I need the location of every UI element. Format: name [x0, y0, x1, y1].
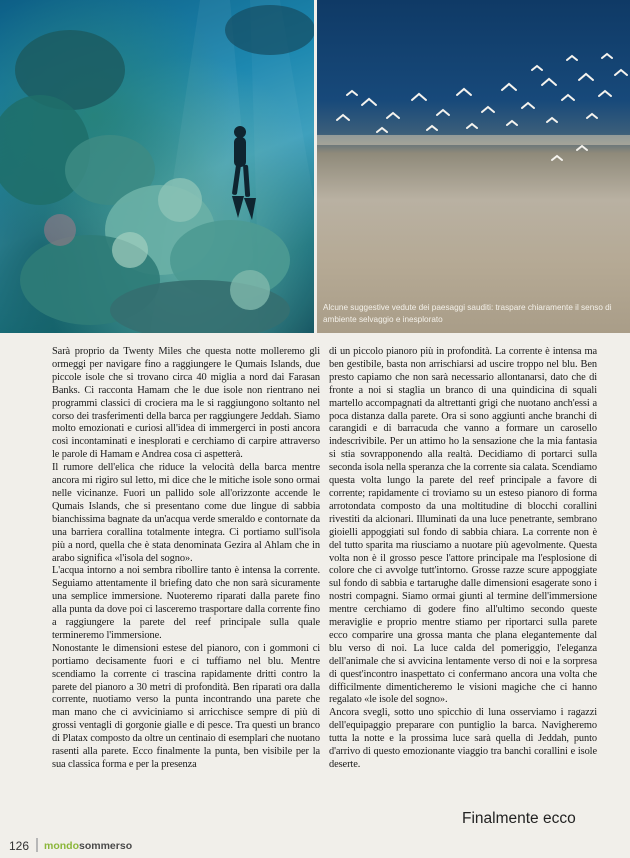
logo-part-mondo: mondo — [44, 840, 79, 852]
footer-divider — [36, 838, 38, 852]
seabirds-icon — [317, 0, 630, 333]
paragraph: Sarà proprio da Twenty Miles che questa notte molleremo gli ormeggi per navigare fino a raggiungere le Qumais Islands, due piccole isole che si trovano circa 40 miglia a nord dai Farasan Banks. Ci racconta Hamam che le due isole non rientrano nei programmi classici di crociera ma le si raggiungono soltanto nel corso dei trasferimenti della barca per raggiungere Jeddah. Siamo molto emozionati e curiosi all'idea di immergerci in posti ancora così incontaminati e inesplorati e cerchiamo di carpire attraverso le parole di Hamam e Andrea cosa ci aspetterà. — [52, 346, 320, 461]
coral-reef-diver-icon — [0, 0, 314, 333]
logo-part-sommerso: sommerso — [79, 840, 133, 852]
paragraph: Nonostante le dimensioni estese del pianoro, con i gommoni ci portiamo decisamente fuori e ci tuffiamo nel blu. Mentre scendiamo la corrente ci trascina rapidamente dritti contro la parete del pianoro a 30 metri di profondità. Ben riparati ora dalla corrente, nuotiamo verso la punta incontrando una parete che man mano che ci avviciniamo si arricchisce sempre di più di grossi ventagli di gorgonie gialle e di pesce. Tra questi un branco di Platax composto da oltre un centinaio di esemplari che nuotano rasenti alla parete. Ecco finalmente la punta, ben visibile per la sua classica forma e per la presenza — [52, 642, 320, 770]
underwater-photo — [0, 0, 314, 333]
page-number: 126 — [9, 839, 30, 853]
paragraph: di un piccolo pianoro più in profondità. La corrente è intensa ma ben gestibile, basta non arrischiarsi ad uscire troppo nel blu. Ben presto capiamo che non sarà necessario allontanarsi, dato che di fronte a noi si staglia un branco di una quindicina di squali martello accompagnati da altrettanti grigi che nuotano anch'essi a poca distanza dalla parete. Ora si sono aggiunti anche branchi di carangidi e di barracuda che vanno a formare un carosello indescrivibile. Per un attimo ho la sensazione che la mia fantasia si stia sovrapponendo alla realtà. Decidiamo di portarci sulla seconda isola nella speranza che la corrente sia calata. Scendiamo questa volta lungo la parete del reef principale a favore di corrente; rapidamente ci troviamo su un esteso pianoro di forma arrotondata composto da una moltitudine di blocchi corallini rivestiti da alcionari. Illuminati da una luce penetrante, sembrano gioielli appoggiati sul fondo di sabbia chiara. La corrente non è del tutto sparita ma riusciamo a nuotare più agevolmente. Questa volta non è il grosso pesce l'attore principale ma l'esplosione di colore che ci avvolge tutt'intorno. Grosse razze scure appoggiate sul fondo di sabbia e tartarughe dalle dimensioni esagerate sono i nostri compagni. Siamo ormai giunti al termine dell'immersione mentre cerchiamo di godere fino all'ultimo secondo queste meraviglie e proprio mentre stiamo per riportarci sulla parete ecco comparire una grossa manta che plana elegantemente dal blu verso di noi. La luce calda del pomeriggio, l'eleganza dell'animale che si avvicina lentamente verso di noi e la sorpresa di quest'incontro inaspettato ci confermano ancora una volta che difficilmente dimenticheremo le visioni magiche che ci hanno regalato «le isole del sogno». — [329, 346, 597, 706]
photo-caption: Alcune suggestive vedute dei paesaggi sauditi: traspare chiaramente il senso di ambiente selvaggio e inesplorato — [323, 303, 612, 324]
article-column-left — [52, 346, 320, 772]
section-headline: Finalmente ecco — [462, 810, 576, 827]
article-column-right — [329, 346, 597, 772]
birds-photo — [317, 0, 630, 333]
magazine-logo — [44, 840, 132, 852]
paragraph: L'acqua intorno a noi sembra ribollire tanto è intensa la corrente. Seguiamo attentamente il briefing dato che non sarà sicuramente una semplice immersione. Nuoteremo riparati dalla parete fino alla punta da dove poi ci lasceremo trasportare dalla corrente fino a raggiungere la parete del reef principale sulla quale termineremo l'immersione. — [52, 565, 320, 641]
paragraph: Il rumore dell'elica che riduce la velocità della barca mentre ancora mi rigiro sul letto, mi dice che le mitiche isole sono ormai nelle vicinanze. Fuori un pallido sole all'orizzonte accende le Qumais Islands, che si presentano come due lingue di sabbia bianchissima bagnate da un'acqua verde smeraldo e contornate da una barriera corallina totalmente integra. Ci portiamo sull'isola più a nord, quella che è stata denominata Gezira al Ahlam che in arabo significa «l'isola del sogno». — [52, 462, 320, 564]
paragraph: Ancora svegli, sotto uno spicchio di luna osserviamo i ragazzi dell'equipaggio preparare con puntiglio la barca. Navigheremo tutta la notte e la prossima luce sarà quella di Jeddah, punto d'arrivo di questo emozionante viaggio tra banchi corallini e isole deserte. — [329, 707, 597, 770]
